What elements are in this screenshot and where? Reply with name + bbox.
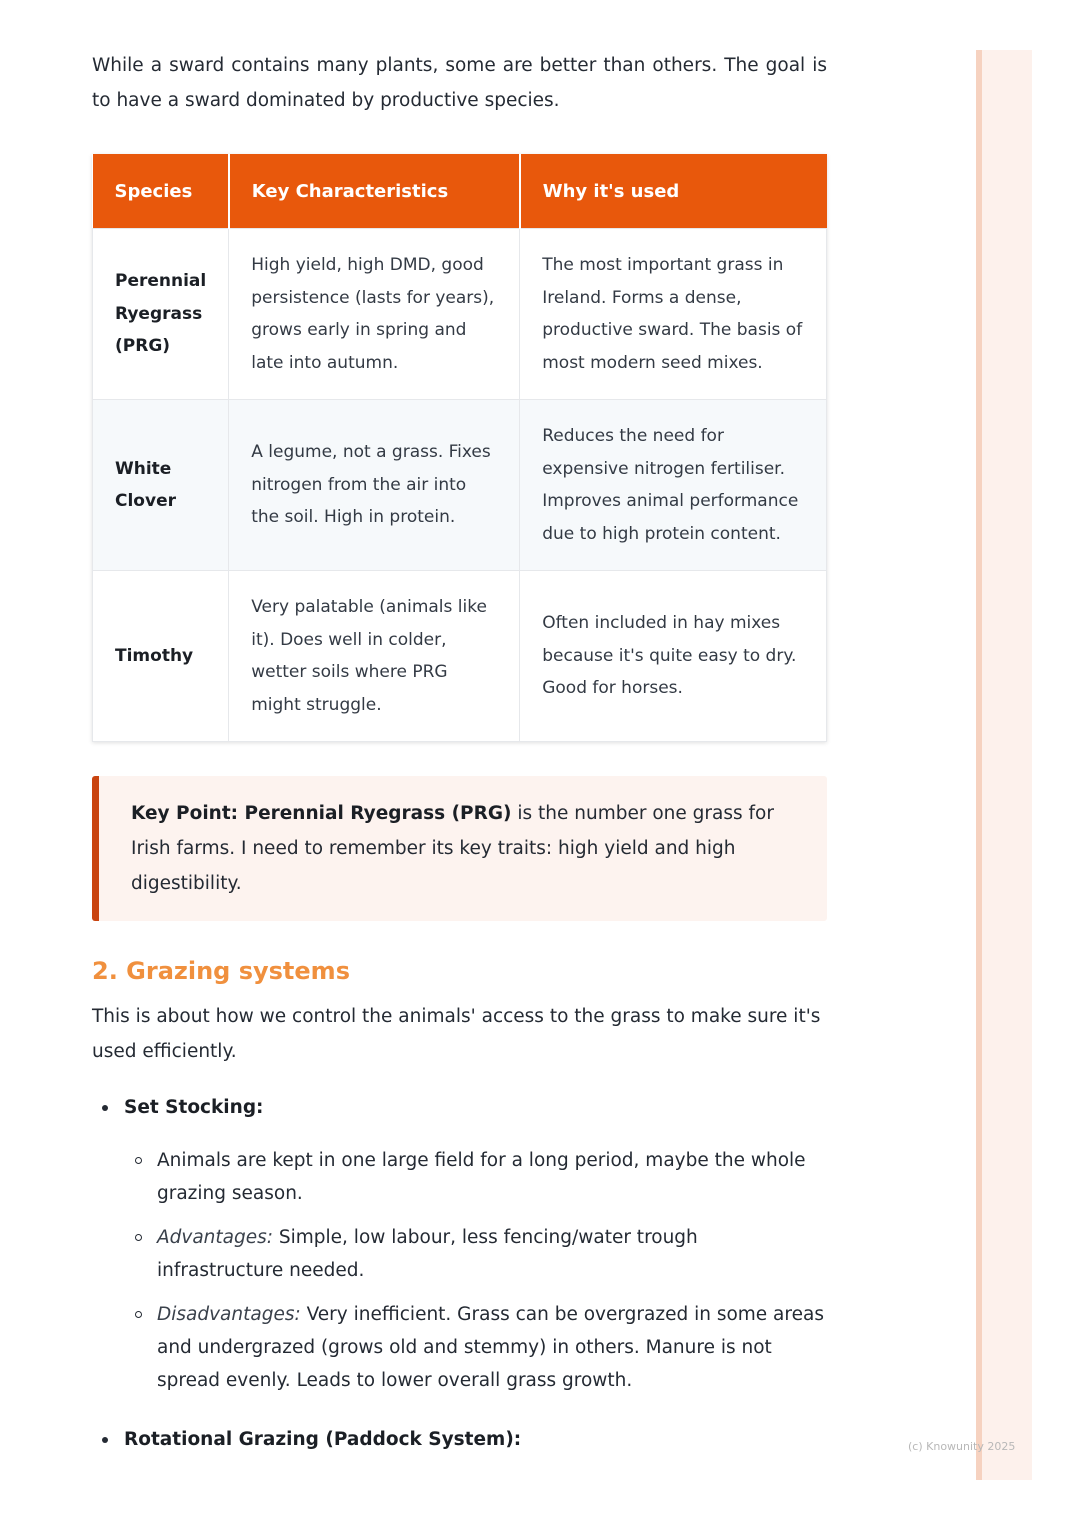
list-item <box>124 1298 827 1397</box>
sub-bullet-icon <box>135 1311 142 1318</box>
list-item <box>92 1091 827 1397</box>
advantages-text: Simple, low labour, less fencing/water trough infrastructure needed. <box>157 1227 698 1281</box>
sub-bullet-icon <box>135 1234 142 1241</box>
side-panel-edge <box>976 50 982 1480</box>
disadvantages-label: Disadvantages: <box>157 1304 301 1325</box>
characteristics-cell: Very palatable (animals like it). Does well in colder, wetter soils where PRG might struggle. <box>229 571 520 742</box>
set-stocking-description: Animals are kept in one large field for a long period, maybe the whole grazing season. <box>157 1150 806 1204</box>
set-stocking-details <box>124 1144 827 1397</box>
characteristics-cell: A legume, not a grass. Fixes nitrogen from the air into the soil. High in protein. <box>229 400 520 571</box>
page-content <box>92 48 827 1456</box>
why-used-cell: The most important grass in Ireland. Forms a dense, productive sward. The basis of most modern seed mixes. <box>520 229 827 400</box>
species-cell: White Clover <box>93 400 229 571</box>
disadvantages-text: Very inefficient. Grass can be overgrazed in some areas and undergrazed (grows old and stemmy) in others. Manure is not spread evenly. Leads to lower overall grass growth. <box>157 1304 824 1391</box>
table-row <box>93 400 827 571</box>
section-intro-paragraph: This is about how we control the animals' access to the grass to make sure it's used efficiently. <box>92 1006 821 1062</box>
table-header-row <box>93 154 827 229</box>
column-header-species: Species <box>93 154 229 229</box>
list-item <box>124 1144 827 1210</box>
side-panel <box>976 50 1032 1480</box>
rotational-grazing-label: Rotational Grazing (Paddock System): <box>124 1429 522 1450</box>
list-item <box>92 1423 827 1456</box>
key-point-callout <box>92 776 827 921</box>
table-row <box>93 229 827 400</box>
why-used-cell: Reduces the need for expensive nitrogen fertiliser. Improves animal performance due to high protein content. <box>520 400 827 571</box>
bullet-icon <box>102 1105 108 1111</box>
copyright-footer: (c) Knowunity 2025 <box>908 1440 1016 1453</box>
key-point-text: is the number one grass for Irish farms. I need to remember its key traits: high yield and high digestibility. <box>131 803 774 894</box>
set-stocking-label: Set Stocking: <box>124 1097 264 1118</box>
key-point-label: Key Point: Perennial Ryegrass (PRG) <box>131 803 512 824</box>
characteristics-cell: High yield, high DMD, good persistence (lasts for years), grows early in spring and late into autumn. <box>229 229 520 400</box>
grass-species-table <box>92 154 827 742</box>
why-used-cell: Often included in hay mixes because it's quite easy to dry. Good for horses. <box>520 571 827 742</box>
grazing-systems-list <box>92 1091 827 1456</box>
intro-paragraph: While a sward contains many plants, some are better than others. The goal is to have a sward dominated by productive species. <box>92 55 827 111</box>
table-row <box>93 571 827 742</box>
bullet-icon <box>102 1437 108 1443</box>
advantages-label: Advantages: <box>157 1227 273 1248</box>
species-cell: Perennial Ryegrass (PRG) <box>93 229 229 400</box>
species-cell: Timothy <box>93 571 229 742</box>
column-header-why-used: Why it's used <box>520 154 827 229</box>
section-heading: 2. Grazing systems <box>92 957 350 985</box>
list-item <box>124 1221 827 1287</box>
sub-bullet-icon <box>135 1157 142 1164</box>
column-header-characteristics: Key Characteristics <box>229 154 520 229</box>
